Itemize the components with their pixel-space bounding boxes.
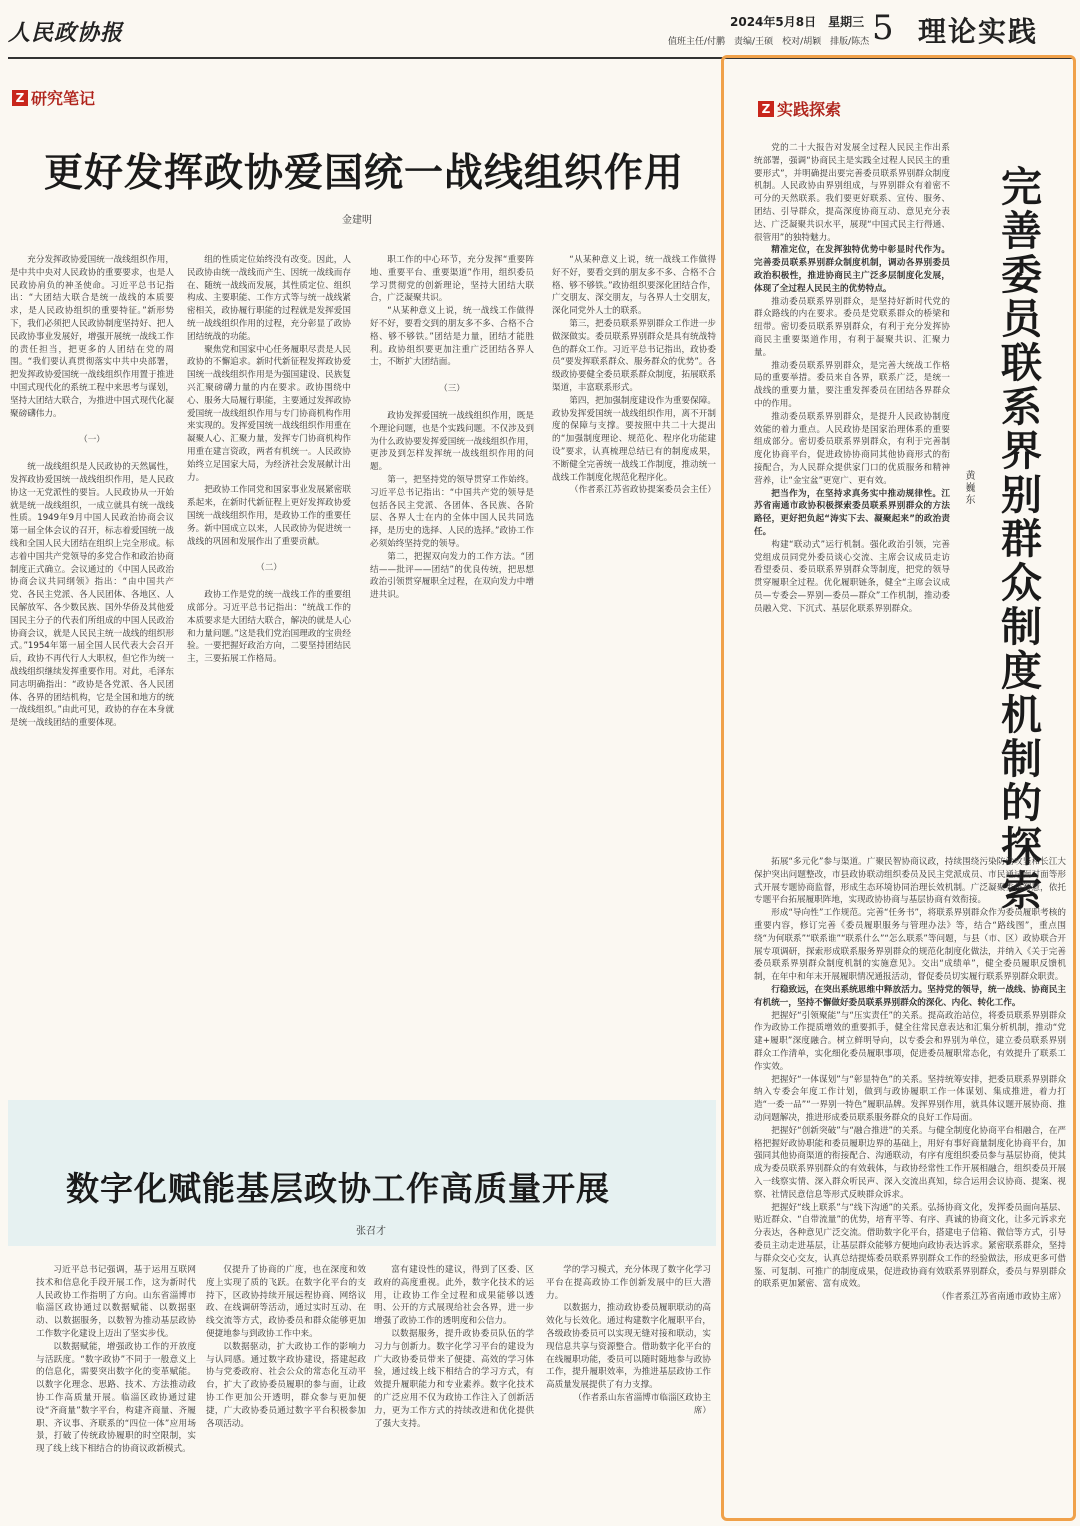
paragraph: 党的二十大报告对发展全过程人民民主作出系统部署，强调“协商民主是实践全过程人民民主的重要形式”，并明确提出要完善委员联系界别群众制度机制。人民政协由界别组成，与界别群众有着密不可分的天然联系。我们要更好联系、宣传、服务、团结、引导群众，提高深度协商互动、意见充分表达、广泛凝聚共识水平，展现“中国式民主行得通、很管用”的独特魅力。 (754, 143, 950, 243)
paragraph: 推动委员联系界别群众，是完善大统战工作格局的重要举措。委员来自各界，联系广泛，是统一战线的重要力量，要注重发挥委员在团结各界群众中的作用。 (754, 360, 950, 409)
article2-col-1 (36, 1264, 196, 1514)
paragraph: 以数据力，推动政协委员履职联动的高效化与长效化。通过构建数字化履职平台，各级政协委员可以实现无缝对接和联动，实现信息共享与资源整合。借助数字化平台的在线履职功能，委员可以随时随地参与政协工作，提升履职效率，为推进基层政协工作高质量发展提供了有力支撑。 (546, 1303, 711, 1391)
paragraph: 把当作为，在坚持求真务实中推动规律性。江苏省南通市政协积极探索委员联系界别群众的方法路径，更好把负起“涛实下去、凝聚起来”的政治责任。 (754, 488, 950, 537)
section-name: 理论实践 (918, 15, 1039, 48)
paragraph: 构建“联动式”运行机制。强化政治引领，完善党组成员同党外委员谈心交流、主席会议成员走访看望委员、委员联系界别群众等制度，把党的领导贯穿履职全过程。优化履职链条，健全“主席会议成员—专委会—界别—委员—群众”工作机制，推动委员融入党、下沉式、基层化联系界别群众。 (754, 539, 950, 614)
article1-title: 更好发挥政协爱国统一战线组织作用 (44, 151, 685, 196)
paragraph: 精准定位，在发挥独特优势中彰显时代作为。完善委员联系界别群众制度机制，调动各界别委员政治积极性，推进协商民主广泛多层制度化发展，体现了全过程人民民主的优势特点。 (754, 245, 950, 294)
paragraph: 形成“导向性”工作规范。完善“任务书”，将联系界别群众作为委员履职考核的重要内容，修订完善《委员履职服务与管理办法》等，结合“路线图”，重点围绕“为何联系”“联系谁”“联系什么”“怎么联系”等问题，与县（市、区）政协联合开展专项调研，探索形成联系服务界别群众的规范化制度化做法，并纳入《关于完善委员联系界别群众制度机制的实施意见》。交出“成绩单”，健全委员履职反馈机制，在年中和年末开展履职情况通报活动，督促委员切实履行联系界别群众职责。 (754, 908, 1066, 983)
paragraph: 仅提升了协商的广度，也在深度和效度上实现了质的飞跃。在数字化平台的支持下，区政协持续开展远程协商、网络议政、在线调研等活动，通过实时互动、在线交流等方式，政协委员和群众能够更加便捷地参与到政协工作中来。 (206, 1265, 366, 1339)
paragraph: 政协发挥爱国统一战线组织作用，既是个理论问题，也是个实践问题。不仅涉及到为什么政协要发挥爱国统一战线组织作用，更涉及到怎样发挥统一战线组织作用的问题。 (370, 410, 534, 473)
issue-date-line (730, 13, 864, 30)
paragraph: 把握好“引领聚能”与“压实责任”的关系。提高政治站位，将委员联系界别群众作为政协工作提质增效的重要抓手，健全往常民意表达和汇集分析机制，推动“党建+履职”深度融合。树立鲜明导向，以专委会和界别为单位，建立委员联系界别群众工作清单，实化细化委员履职事项，促进委员履职常态化，有效提升了联系工作实效。 (754, 1010, 1066, 1072)
author-note: （作者系山东省淄博市临淄区政协主席） (573, 1392, 711, 1416)
newspaper-logo: 人民政协报 (8, 20, 124, 46)
paragraph: “从某种意义上说，统一战线工作做得好不好，要看交到的朋友多不多、合格不合格、够不够铁。”政协组织要深化团结合作，广交朋友、深交朋友，与各界人士交朋友，深化同党外人士的联系。 (552, 255, 716, 317)
article3-author: 黄巍东 (963, 470, 974, 506)
paragraph: 以数据驱动，扩大政协工作的影响力与认同感。通过数字政协建设，搭建起政协与党委政府、社会公众的常态化互动平台，扩大了政协委员履职的参与面，让政协工作更加公开透明，群众参与更加便捷，广大政协委员通过数字平台积极参加各项活动。 (206, 1341, 366, 1429)
paragraph: 学的学习模式，充分体现了数字化学习平台在提高政协工作创新发展中的巨大潜力。 (546, 1265, 711, 1301)
section-heading: （一） (79, 435, 105, 446)
paragraph: 充分发挥政协爱国统一战线组织作用，是中共中央对人民政协的重要要求，也是人民政协肩负的神圣使命。习近平总书记指出：“大团结大联合是统一战线的本质要求，是人民政协组织的重要特征。”新形势下，我们必须把人民政协制度坚持好、把人民政协事业发展好，增强开展统一战线工作的责任担当，把更多的人团结在党的周围。“我们要认真贯彻落实中共中央部署，把发挥政协爱国统一战线组织作用置于推进中国式现代化的系统工程中来思考与谋划，坚持大团结大联合，为推进中国式现代化凝聚磅礴伟力。 (10, 255, 174, 419)
section-heading: （二） (256, 563, 282, 574)
issue-date: 2024年5月8日 (730, 15, 817, 29)
article3-wide-column (754, 856, 1066, 1506)
paragraph: “从某种意义上说，统一战线工作做得好不好，要看交到的朋友多不多、合格不合格、够不够铁。”团结是力量，团结才能胜利。政协组织要更加注重广泛团结各界人士，不断扩大团结面。 (370, 306, 534, 368)
tag-label: 研究笔记 (31, 89, 96, 108)
paragraph: 行稳致远，在突出系统思维中释放活力。坚持党的领导，统一战线、协商民主有机统一，坚持不懈做好委员联系界别群众的深化、内化、转化工作。 (754, 984, 1066, 1008)
article1-col-1 (10, 254, 174, 1069)
paragraph: 习近平总书记强调，基于运用互联网技术和信息化手段开展工作，这为新时代人民政协工作指明了方向。山东省淄博市临淄区政协通过以数据赋能、以数据驱动、以数据服务，以数智为推动基层政协工作数字化建设上迈出了坚实步伐。 (36, 1265, 196, 1339)
author-note: （作者系江苏省政协提案委员会主任） (569, 485, 716, 496)
z-logo-icon: Z (12, 90, 28, 106)
paragraph: 把握好“线上联系”与“线下沟通”的关系。弘扬协商文化，发挥委员面向基层、贴近群众、“自带流量”的优势，培育平等、有序、真诚的协商文化，让多元诉求充分表达，各种意见广泛交流。借助数字化平台，搭建电子信箱、微信等方式，引导委员主动走进基层，让基层群众能够方便地向政协表达诉求。紧密联系群众，坚持与群众交心交友，认真总结提炼委员联系界别群众工作的经验做法，形成更多可借鉴、可复制、可推广的制度成果，促进政协商有效联系界别群众，委员与界别群众的联系更加紧密、富有成效。 (754, 1202, 1066, 1290)
paragraph: 聚焦党和国家中心任务履职尽责是人民政协的不懈追求。新时代新征程发挥政协爱国统一战线组织作用是为强国建设、民族复兴汇聚磅礴力量的内在要求。政协围绕中心、服务大局履行职能，主要通过发挥政协爱国统一战线组织作用与专门协商机构作用来实现的。发挥爱国统一战线组织作用重在凝聚人心、汇聚力量，发挥专门协商机构作用重在建言资政，两者有机统一。人民政协始终立足国家大局，为经济社会发展献计出力。 (187, 344, 351, 483)
article1-col-2 (187, 254, 351, 1069)
paragraph: 政协工作是党的统一战线工作的重要组成部分。习近平总书记指出：“统战工作的本质要求是大团结大联合，解决的就是人心和力量问题。”这是我们党治国理政的宝贵经验。一要把握好政治方向，二要坚持团结民主，三要拓展工作格局。 (187, 590, 351, 665)
page-number: 5 (872, 8, 894, 48)
article2-title: 数字化赋能基层政协工作高质量开展 (66, 1169, 610, 1208)
paragraph: 推动委员联系界别群众，是坚持好新时代党的群众路线的内在要求。委员是党联系群众的桥梁和纽带。密切委员联系界别群众，有利于充分发挥协商民主重要渠道作用，有利于凝聚共识、汇聚力量。 (754, 296, 950, 358)
author-note: （作者系江苏省南通市政协主席） (937, 1292, 1066, 1303)
paragraph: 富有建设性的建议，得到了区委、区政府的高度重视。此外，数字化技术的运用，让政协工作全过程和成果能够以透明、公开的方式展现给社会各界，进一步增强了政协工作的透明度和公信力。 (374, 1265, 534, 1327)
paragraph: 推动委员联系界别群众，是提升人民政协制度效能的着力重点。人民政协是国家治理体系的重要组成部分。密切委员联系界别群众，有利于完善制度化协商平台，促进政协协商同其他协商形式的衔接配合，为人民群众提供家门口的优质服务和精神营养，让“金宝盆”更宽广、更有效。 (754, 411, 950, 486)
article2-col-2 (206, 1264, 366, 1514)
paragraph: 组的性质定位始终没有改变。因此，人民政协由统一战线而产生、因统一战线而存在、随统一战线而发展，其性质定位、组织构成、主要职能、工作方式等与统一战线紧密相关，政协履行职能的过程就是发挥爱国统一战线组织作用的过程，充分彰显了政协团结统战的功能。 (187, 255, 351, 342)
issue-weekday: 星期三 (828, 15, 865, 29)
paragraph: 职工作的中心环节，充分发挥“重要阵地、重要平台、重要渠道”作用，组织委员学习贯彻党的创新理论，坚持大团结大联合，广泛凝聚共识。 (370, 255, 534, 304)
paragraph: 拓展“多元化”参与渠道。广聚民智协商议政，持续围绕污染防治攻坚和长江大保护突出问题整改，市县政协联动组织委员及民主党派成员、市民通过面对面等形式开展专题协商监督，形成生态环境协同治理长效机制。广泛凝聚委员智慧，依托专题平台拓展履职阵地，实现政协协商与基层协商有效衔接。 (754, 857, 1066, 906)
paragraph: 第二，把握双向发力的工作方法。“团结——批评——团结”的优良传统，把思想政治引领贯穿履职全过程，在双向发力中增进共识。 (370, 551, 534, 601)
paragraph: 把握好“创新突破”与“融合推进”的关系。与健全制度化协商平台相融合，在严格把握好政协职能和委员履职边界的基础上，用好有事好商量制度化协商平台，加强同其他协商渠道的衔接配合、沟通联动，有序有度组织委员参与基层协商，使其成为委员联系界别群众的有效载体，与政协经常性工作开展相融合，组织委员开展入一线察实情、深入群众听民声、深入交流出真知，综合运用会议协商、提案、视察、社情民意信息等形式反映群众诉求。 (754, 1125, 1066, 1200)
article1-author: 金建明 (342, 215, 372, 226)
paragraph: 以数据赋能，增强政协工作的开放度与活跃度。“数字政协”不同于一般意义上的信息化，需要突出数字化的变革赋能。以数字化理念、思路、技术、方法推动政协工作高质量开展。临淄区政协通过建设“齐商量”数字平台，构建齐商量、齐履职、齐议事、齐联系的“四位一体”应用场景，打破了传统政协履职的时空限制，实现了线上线下相结合的协商议政新模式。 (36, 1341, 196, 1455)
staff-credits: 值班主任/付鹏 责编/王硕 校对/胡颖 排版/陈杰 (668, 37, 870, 47)
article1-col-4 (552, 254, 716, 1069)
article1-col-3 (370, 254, 534, 1069)
article3-intro-column (754, 142, 950, 850)
article2-col-4 (546, 1264, 711, 1514)
z-logo-icon: Z (758, 101, 774, 117)
paragraph: 把握好“一体谋划”与“彰显特色”的关系。坚持统筹安排，把委员联系界别群众纳入专委会年度工作计划，做到与政协履职工作一体谋划、集成推进，着力打造“一委一品”“一界别一特色”履职品牌。发挥界别作用，就具体议题开展协商、推动问题解决，推进形成委员联系服务群众的良好工作局面。 (754, 1074, 1066, 1123)
paragraph: 统一战线组织是人民政协的天然属性，发挥政协爱国统一战线组织作用，是人民政协这一无党派性的要旨。人民政协从一开始就是统一战线组织，一成立就具有统一战线性质。1949年9月中国人民政治协商会议第一届全体会议的召开，标志着爱国统一战线和全国人民大团结在组织上完全形成。标志着中国共产党领导的多党合作和政治协商制度正式确立。会议通过的《中国人民政治协商会议共同纲领》指出：“由中国共产党、各民主党派、各人民团体、各地区、人民解放军、各少数民族、国外华侨及其他爱国民主分子的代表们所组成的中国人民政治协商会议，就是人民民主统一战线的组织形式。”1954年第一届全国人民代表大会召开后，政协不再代行人大职权，但它作为统一战线组织继续发挥重要作用。对此，毛泽东同志明确指出：“政协是各党派、各人民团体、各界的团结机构，它是全国和地方的统一战线组织。”由此可见，政协的存在本身就是统一战线团结的重要体现。 (10, 462, 174, 729)
tag-practice-exploration (758, 97, 841, 120)
article2-col-3 (374, 1264, 534, 1514)
article2-author: 张召才 (356, 1226, 386, 1237)
paragraph: 以数据服务，提升政协委员队伍的学习力与创新力。数字化学习平台的建设为广大政协委员带来了便捷、高效的学习体验，通过线上线下相结合的学习方式，有效提升履职能力和专业素养。数字化技术的广泛应用不仅为政协工作注入了创新活力，更为工作方式的持续改进和优化提供了强大支持。 (374, 1328, 534, 1429)
paragraph: 第四，把加强制度建设作为重要保障。政协发挥爱国统一战线组织作用，离不开制度的保障与支撑。要按照中共二十大提出的“加强制度理论、规范化、程序化功能建设”要求，认真梳理总结已有的制度成果，不断健全完善统一战线工作制度，推动统一战线工作制度化规范化程序化。 (552, 395, 716, 483)
paragraph: 第一，把坚持党的领导贯穿工作始终。习近平总书记指出：“中国共产党的领导是包括各民主党派、各团体、各民族、各阶层、各界人士在内的全体中国人民共同选择，是历史的选择、人民的选择。”政协工作必须始终坚持党的领导。 (370, 474, 534, 549)
paragraph: 第三，把委员联系界别群众工作进一步做深做实。委员联系界别群众是具有统战特色的群众工作。习近平总书记指出，政协委员“要发挥联系群众、服务群众的优势”。各级政协要健全委员联系群众制度，拓展联系渠道，丰富联系形式。 (552, 318, 716, 393)
tag-label: 实践探索 (777, 100, 842, 119)
section-heading: （三） (439, 384, 465, 395)
article3-title: 完善委员联系界别群众制度机制的探索 (994, 165, 1042, 913)
tag-research-notes (12, 86, 95, 109)
paragraph: 把政协工作同党和国家事业发展紧密联系起来，在新时代新征程上更好发挥政协爱国统一战线组织作用，是政协工作的重要任务。新中国成立以来，人民政协为促进统一战线的巩固和发展作出了重要贡献。 (187, 485, 351, 547)
